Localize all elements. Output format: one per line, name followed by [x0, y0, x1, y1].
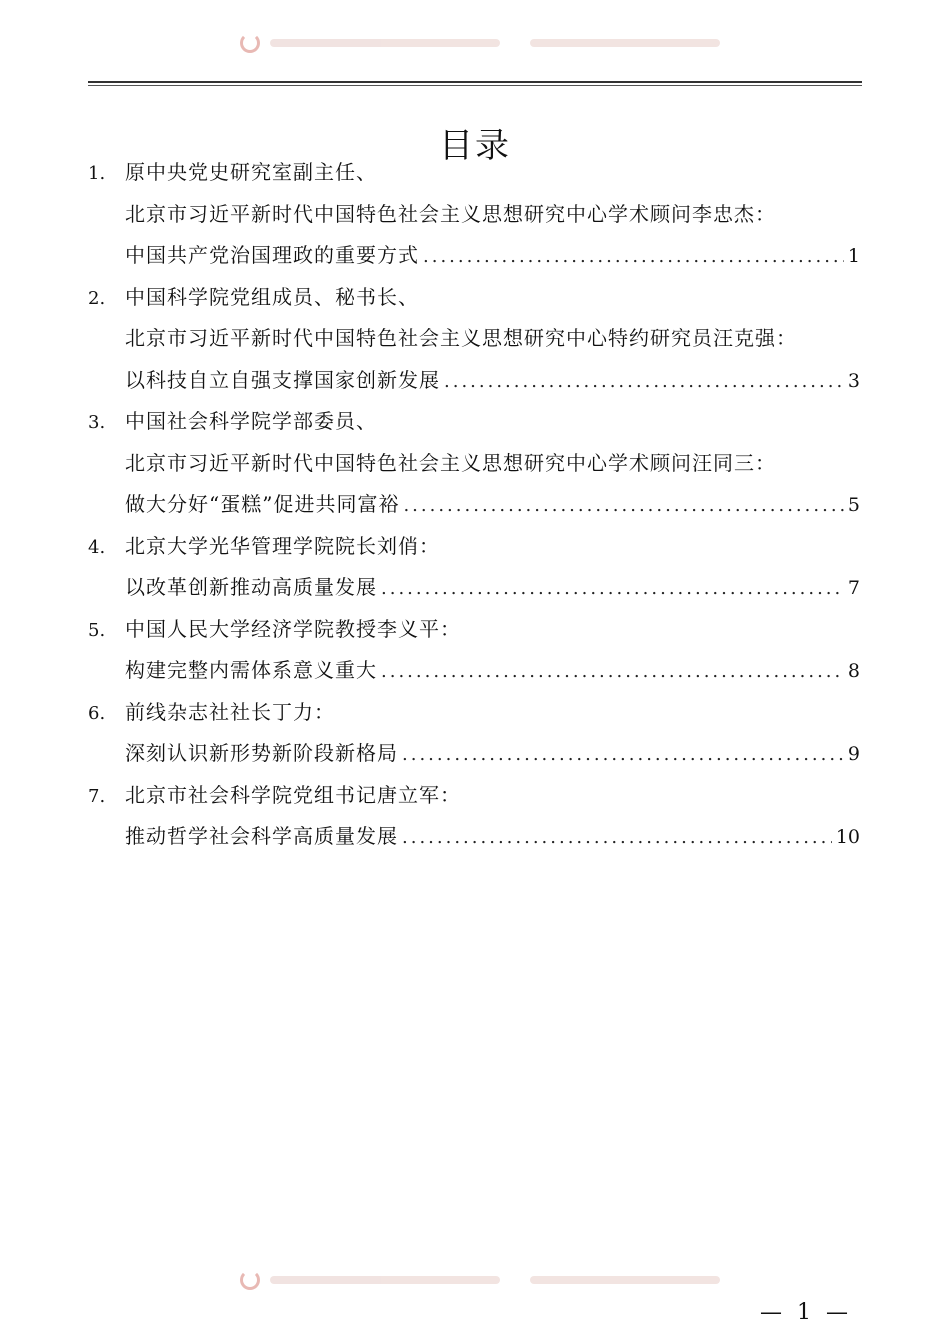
toc-entry-number: 2. [88, 287, 106, 309]
toc-topic-title[interactable]: 推动哲学社会科学高质量发展 [125, 824, 398, 848]
toc-author-text: 中国社会科学院学部委员、 [125, 409, 377, 433]
toc-entry [88, 609, 860, 692]
toc-topic-title[interactable]: 深刻认识新形势新阶段新格局 [125, 741, 398, 765]
watermark-text-bar [530, 39, 720, 47]
toc-entry-number: 4. [88, 536, 106, 558]
toc-entry-number: 1. [88, 163, 106, 184]
toc-topic-title[interactable]: 以改革创新推动高质量发展 [125, 575, 377, 599]
toc-topic-line[interactable] [88, 733, 860, 775]
toc-topic-title[interactable]: 做大分好“蛋糕”促进共同富裕 [125, 492, 400, 516]
toc-entry [88, 152, 860, 277]
toc-page-number[interactable]: 9 [847, 743, 860, 765]
toc-author-line [88, 526, 860, 568]
toc-topic-title[interactable]: 中国共产党治国理政的重要方式 [125, 243, 419, 267]
toc-author-line [88, 775, 860, 817]
toc-entry-number: 5. [88, 619, 106, 641]
toc-entry-number: 6. [88, 702, 106, 724]
toc-entry [88, 692, 860, 775]
toc-leader-dots [423, 236, 844, 278]
toc-entry [88, 526, 860, 609]
header-rule-thin [88, 85, 862, 86]
toc-page-number[interactable]: 10 [835, 826, 860, 848]
watermark-logo-icon [240, 1270, 260, 1290]
toc-author-text: 中国人民大学经济学院教授李义平： [125, 616, 461, 641]
toc-topic-line[interactable] [88, 484, 860, 526]
toc-author-line [88, 443, 860, 485]
toc-page-number[interactable]: 7 [847, 577, 860, 599]
toc-author-text: 前线杂志社社长丁力： [125, 699, 335, 724]
toc-entry [88, 277, 860, 402]
toc-author-text: 北京大学光华管理学院院长刘俏： [125, 533, 440, 558]
toc-entry [88, 775, 860, 858]
toc-author-text: 原中央党史研究室副主任、 [125, 160, 377, 184]
watermark-text-bar [270, 1276, 500, 1284]
toc-author-line [88, 277, 860, 319]
toc-topic-line[interactable] [88, 360, 860, 402]
toc-author-line [88, 318, 860, 360]
toc-author-text: 北京市习近平新时代中国特色社会主义思想研究中心学术顾问汪同三： [125, 450, 776, 475]
toc-author-line [88, 194, 860, 236]
toc-author-line [88, 401, 860, 443]
toc-page-number[interactable]: 3 [847, 369, 860, 392]
toc-entry-number: 7. [88, 785, 106, 807]
toc-leader-dots [402, 734, 844, 776]
toc-author-text: 中国科学院党组成员、秘书长、 [125, 284, 419, 309]
toc-entry [88, 401, 860, 526]
toc-topic-line[interactable] [88, 650, 860, 692]
toc-page-number[interactable]: 1 [847, 245, 860, 267]
toc-leader-dots [381, 568, 844, 610]
toc-leader-dots [444, 361, 844, 403]
toc-topic-title[interactable]: 以科技自立自强支撑国家创新发展 [125, 367, 440, 392]
watermark-text-bar [270, 39, 500, 47]
toc-topic-line[interactable] [88, 816, 860, 858]
toc-topic-line[interactable] [88, 567, 860, 609]
toc-entry-number: 3. [88, 412, 106, 433]
toc-author-line [88, 692, 860, 734]
header-watermark [240, 28, 720, 58]
toc-author-text: 北京市习近平新时代中国特色社会主义思想研究中心学术顾问李忠杰： [125, 201, 776, 226]
footer-watermark [240, 1265, 720, 1295]
toc-author-text: 北京市社会科学院党组书记唐立军： [125, 782, 461, 807]
watermark-logo-icon [240, 33, 260, 53]
toc-author-text: 北京市习近平新时代中国特色社会主义思想研究中心特约研究员汪克强： [125, 326, 797, 350]
toc-topic-title[interactable]: 构建完整内需体系意义重大 [125, 658, 377, 682]
header-rule [88, 81, 862, 83]
page-title: 目录 [439, 126, 511, 166]
toc-author-line [88, 609, 860, 651]
page-number-footer: — 1 — [760, 1300, 852, 1325]
toc-topic-line[interactable] [88, 235, 860, 277]
table-of-contents [88, 152, 860, 858]
watermark-text-bar [530, 1276, 720, 1284]
toc-leader-dots [402, 817, 832, 859]
toc-author-line [88, 152, 860, 194]
toc-page-number[interactable]: 5 [847, 494, 860, 516]
toc-leader-dots [403, 485, 843, 527]
toc-leader-dots [381, 651, 844, 693]
toc-page-number[interactable]: 8 [847, 660, 860, 682]
